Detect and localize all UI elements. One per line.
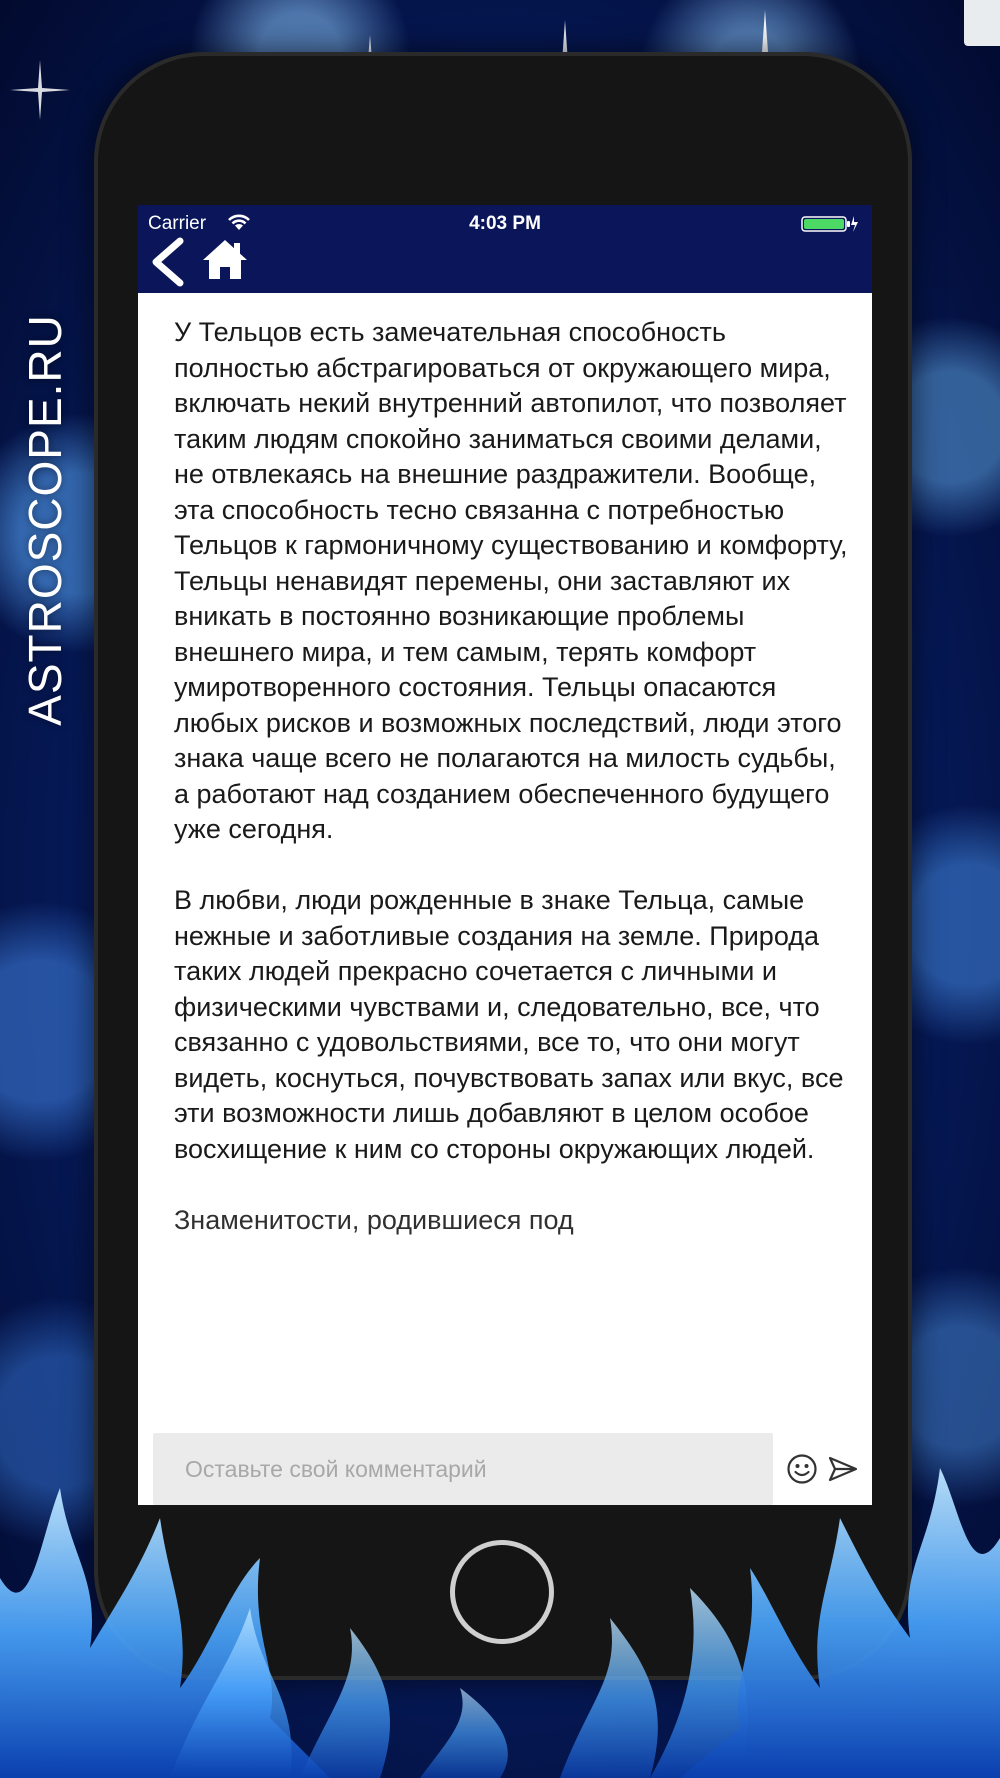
back-icon[interactable] xyxy=(146,237,188,287)
status-time: 4:03 PM xyxy=(469,213,541,234)
flame-decoration xyxy=(0,1448,1000,1778)
sparkle-icon xyxy=(10,60,70,120)
status-carrier: Carrier xyxy=(148,213,207,234)
app-screen xyxy=(138,205,872,1505)
home-icon[interactable] xyxy=(200,237,250,281)
article-paragraph: У Тельцов есть замечательная способность полностью абстрагироваться от окружающего мира, включать некий внутренний автопилот, что позволяет таким людям спокойно заниматься своими делами, не отвлекаясь на внешние раздражители. Вообще, эта способность тесно связанна с потребностью Тельцов к гармоничному существованию и комфорту, Тельцы ненавидят перемены, они заставляют их вникать в постоянно возникающие проблемы внешнего мира, и тем самым, терять комфорт умиротворенного состояния. Тельцы опасаются любых рисков и возможных последствий, люди этого знака чаще всего не полагаются на милость судьбы, а работают над созданием обеспеченного будущего уже сегодня. xyxy=(174,317,848,844)
battery-icon xyxy=(801,215,859,233)
article-paragraph: Знаменитости, родившиеся под xyxy=(174,1204,574,1235)
brand-watermark: ASTROSCOPE.RU xyxy=(19,314,71,726)
article-body xyxy=(174,315,854,1427)
article-paragraph: В любви, люди рожденные в знаке Тельца, самые нежные и заботливые создания на земле. Природа таких людей прекрасно сочетается с личными и физическими чувствами и, следовательно, все, что связанно с удовольствиями, все то, что они могут видеть, коснуться, почувствовать запах или вкус, все эти возможности лишь добавляют в целом особое восхищение к ним со стороны окружающих людей. xyxy=(174,885,844,1164)
app-header xyxy=(138,205,872,293)
corner-tab xyxy=(964,0,1000,46)
